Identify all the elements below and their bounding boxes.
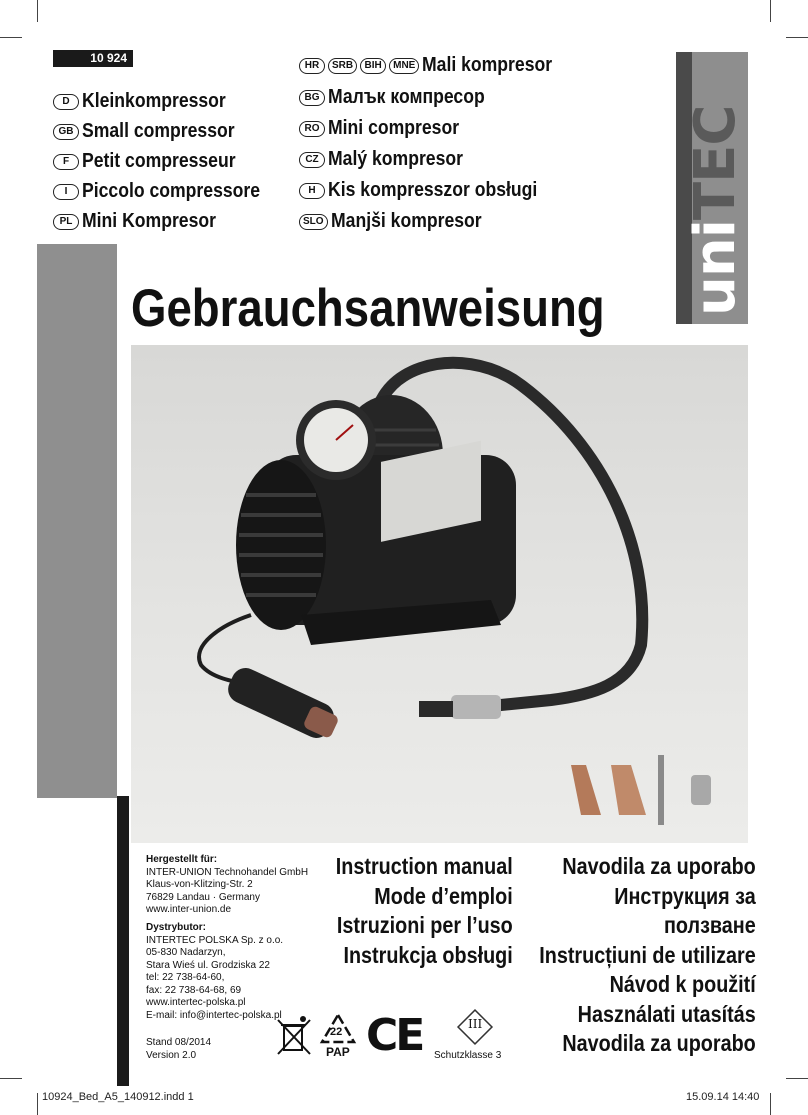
distributor-line: Stara Wieś ul. Grodziska 22	[146, 959, 270, 971]
protection-class-symbol: III	[468, 1017, 483, 1031]
manual-title: Navodila za uporabo	[562, 853, 756, 879]
manual-title: Instrucțiuni de utilizare	[539, 941, 756, 968]
language-code-badge: CZ	[299, 152, 325, 168]
language-title: Mini Kompresor	[82, 210, 216, 232]
manual-title: Instrukcja obsługi	[343, 941, 513, 968]
language-item-ro	[299, 117, 477, 140]
crop-mark	[0, 1078, 22, 1079]
distributor-line: www.intertec-polska.pl	[146, 997, 246, 1008]
language-title: Kleinkompressor	[82, 90, 226, 112]
grey-side-band	[37, 244, 117, 798]
cigarette-plug	[224, 663, 340, 742]
distributor-block	[146, 922, 283, 1022]
crop-mark	[37, 0, 38, 22]
crop-mark	[0, 37, 22, 38]
manual-titles-right	[504, 852, 756, 1059]
language-code-badge: HR	[299, 58, 325, 74]
distributor-line: E-mail: info@intertec-polska.pl	[146, 1009, 282, 1021]
language-item-fr	[53, 150, 257, 173]
black-side-band	[117, 796, 129, 1086]
language-item-pl	[53, 210, 234, 233]
distributor-line: fax: 22 738-64-68, 69	[146, 984, 242, 996]
language-code-badge: PL	[53, 214, 79, 230]
language-code-badge: SLO	[299, 214, 328, 230]
crop-mark	[786, 1078, 808, 1079]
manual-title: Mode d’emploi	[374, 882, 513, 909]
manufacturer-line: www.inter-union.de	[146, 904, 232, 915]
manual-title: Istruzioni per l’uso	[337, 912, 513, 938]
footer-filename: 10924_Bed_A5_140912.indd 1	[42, 1091, 194, 1103]
manufacturer-line: INTER-UNION Technohandel GmbH	[146, 866, 309, 878]
ce-mark-icon: CE	[366, 1010, 423, 1061]
waste-bin-icon	[276, 1014, 314, 1056]
language-title: Малък компресор	[328, 86, 485, 108]
crop-mark	[770, 0, 771, 22]
product-photo	[131, 345, 748, 843]
language-item-it	[53, 180, 284, 203]
manufacturer-label: Hergestellt für:	[146, 854, 218, 865]
distributor-label: Dystrybutor:	[146, 922, 207, 933]
manual-title: Návod k použití	[609, 971, 756, 997]
manufacturer-line: Klaus-von-Klitzing-Str. 2	[146, 879, 253, 890]
language-title: Kis kompresszor obsługi	[328, 179, 538, 201]
manual-title: Instruction manual	[336, 853, 513, 879]
language-code-badge: RO	[299, 121, 325, 137]
language-item-slo	[299, 210, 502, 233]
language-title: Petit compresseur	[82, 150, 236, 172]
protection-class-label: Schutzklasse 3	[434, 1050, 502, 1061]
distributor-line: INTERTEC POLSKA Sp. z o.o.	[146, 934, 284, 946]
crop-mark	[37, 1093, 38, 1115]
language-code-badge: BG	[299, 90, 325, 106]
language-item-hu	[299, 179, 566, 202]
crop-mark	[786, 37, 808, 38]
stand-date: Stand 08/2014	[146, 1037, 212, 1048]
distributor-line: tel: 22 738-64-60,	[146, 972, 225, 983]
manual-title: Инструкция за	[614, 882, 756, 909]
article-number: 10 924	[53, 50, 133, 67]
language-title: Manjši kompresor	[330, 210, 482, 232]
recycle-number: 22	[330, 1026, 343, 1038]
valve-adaptor	[419, 695, 501, 719]
manufacturer-line: 76829 Landau · Germany	[146, 891, 260, 903]
page-title: Gebrauchsanweisung	[131, 279, 605, 338]
recycle-code: PAP	[326, 1045, 350, 1059]
language-code-badge: D	[53, 94, 79, 110]
version-number: Version 2.0	[146, 1050, 197, 1061]
language-code-badge: SRB	[328, 58, 357, 74]
nozzle-set	[571, 755, 711, 825]
distributor-line: 05-830 Nadarzyn,	[146, 947, 226, 958]
language-title: Malý kompresor	[328, 148, 463, 170]
manual-title: Használati utasítás	[577, 1000, 756, 1027]
version-block	[146, 1036, 211, 1062]
language-title: Small compressor	[82, 120, 235, 142]
language-title: Mali kompresor	[422, 54, 553, 76]
footer-timestamp: 15.09.14 14:40	[686, 1091, 760, 1103]
manual-title: Navodila za uporabo	[562, 1030, 756, 1056]
language-code-badge: MNE	[389, 58, 419, 74]
language-title: Mini compresor	[328, 117, 460, 139]
language-code-badge: BIH	[360, 58, 386, 74]
language-code-badge: GB	[53, 124, 79, 140]
language-item-de	[53, 90, 245, 113]
manufacturer-block	[146, 854, 308, 917]
manual-title: ползване	[664, 912, 756, 938]
language-code-badge: H	[299, 183, 325, 199]
brand-logo: uniTEC	[683, 105, 748, 316]
manual-titles-middle	[307, 852, 513, 970]
language-code-badge: I	[53, 184, 79, 200]
language-item-hr	[299, 54, 570, 77]
language-code-badge: F	[53, 154, 79, 170]
language-item-gb	[53, 120, 255, 143]
language-item-bg	[299, 86, 506, 109]
language-title: Piccolo compressore	[82, 180, 261, 202]
language-item-cz	[299, 148, 481, 171]
crop-mark	[770, 1093, 771, 1115]
